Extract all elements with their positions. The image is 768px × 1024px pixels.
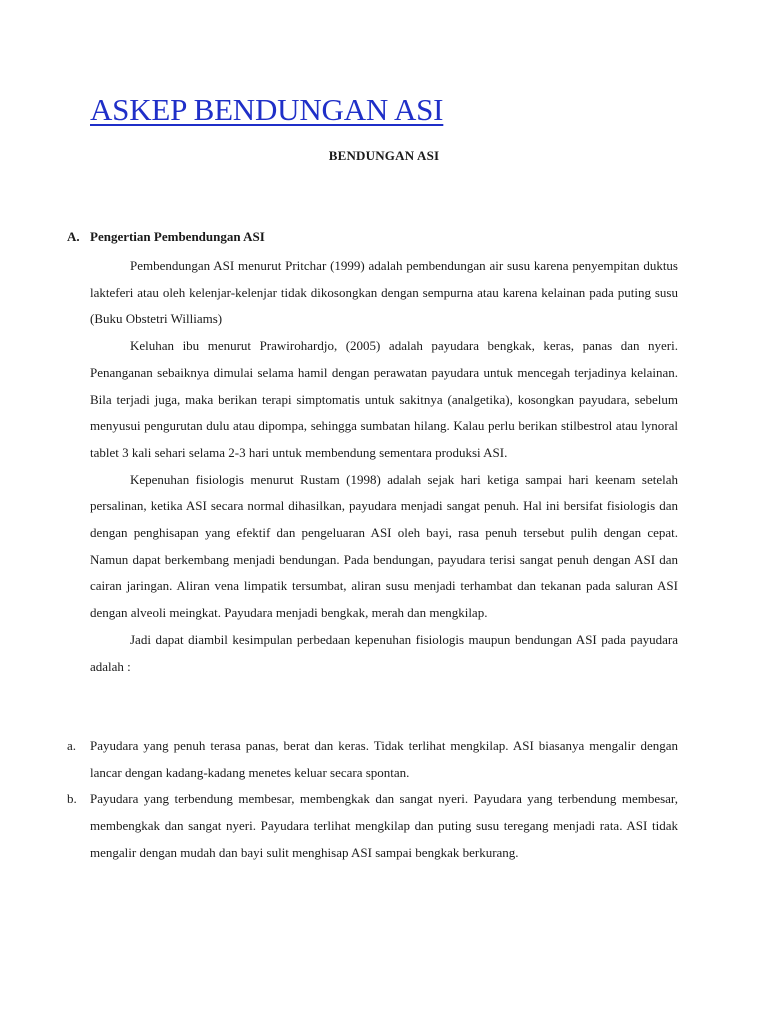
list-item-marker: b. — [67, 791, 77, 807]
section-marker: A. — [67, 229, 80, 244]
paragraph-kesimpulan: Jadi dapat diambil kesimpulan perbedaan kepenuhan fisiologis maupun bendungan ASI pada payudara adalah : — [90, 631, 678, 674]
list-item-text: Payudara yang terbendung membesar, membengkak dan sangat nyeri. Payudara yang terbendung membesar, membengkak dan sangat nyeri. Payudara terlihat mengkilap dan puting susu teregang menjadi rata. ASI tidak mengalir dengan mudah dan bayi sulit menghisap ASI sampai bengkak berkurang. — [90, 791, 678, 860]
document-subtitle: BENDUNGAN ASI — [328, 148, 440, 163]
section-heading — [67, 229, 265, 245]
difference-list — [67, 733, 678, 867]
list-item-marker: a. — [67, 738, 77, 753]
document-title-link[interactable]: ASKEP BENDUNGAN ASI — [90, 92, 444, 127]
body-text — [90, 253, 678, 680]
paragraph-pengertian: Pembendungan ASI menurut Pritchar (1999) adalah pembendungan air susu karena penyempitan duktus lakteferi atau oleh kelenjar-kelenjar tidak dikosongkan dengan sempurna atau karena kelainan pada puting susu (Buku Obstetri Williams) — [90, 258, 678, 327]
list-item — [67, 786, 678, 866]
list-item — [67, 733, 678, 786]
section-heading-text: Pengertian Pembendungan ASI — [90, 229, 265, 244]
list-item-text: Payudara yang penuh terasa panas, berat dan keras. Tidak terlihat mengkilap. ASI biasanya mengalir dengan lancar dengan kadang-kadang menetes keluar secara spontan. — [90, 738, 678, 780]
paragraph-kepenuhan-fisiologis: Kepenuhan fisiologis menurut Rustam (1998) adalah sejak hari ketiga sampai hari keenam setelah persalinan, ketika ASI secara normal dihasilkan, payudara menjadi sangat penuh. Hal ini bersifat fisiologis dan dengan penghisapan yang efektif dan pengeluaran ASI oleh bayi, rasa penuh tersebut pulih dengan cepat. Namun dapat berkembang menjadi bendungan. Pada bendungan, payudara terisi sangat penuh dengan ASI dan cairan jaringan. Aliran vena limpatik tersumbat, aliran susu menjadi terhambat dan tekanan pada saluran ASI dengan alveoli meingkat. Payudara menjadi bengkak, merah dan mengkilap. — [90, 471, 678, 621]
paragraph-keluhan: Keluhan ibu menurut Prawirohardjo, (2005) adalah payudara bengkak, keras, panas dan nyeri. Penanganan sebaiknya dimulai selama hamil dengan perawatan payudara untuk mencegah terjadinya kelainan. Bila terjadi juga, maka berikan terapi simptomatis untuk sakitnya (analgetika), kosongkan payudara, sebelum menyusui pengurutan dulu atau dipompa, sehingga sumbatan hilang. Kalau perlu berikan stilbestrol atau lynoral tablet 3 kali sehari selama 2-3 hari untuk membendung sementara produksi ASI. — [90, 338, 678, 460]
